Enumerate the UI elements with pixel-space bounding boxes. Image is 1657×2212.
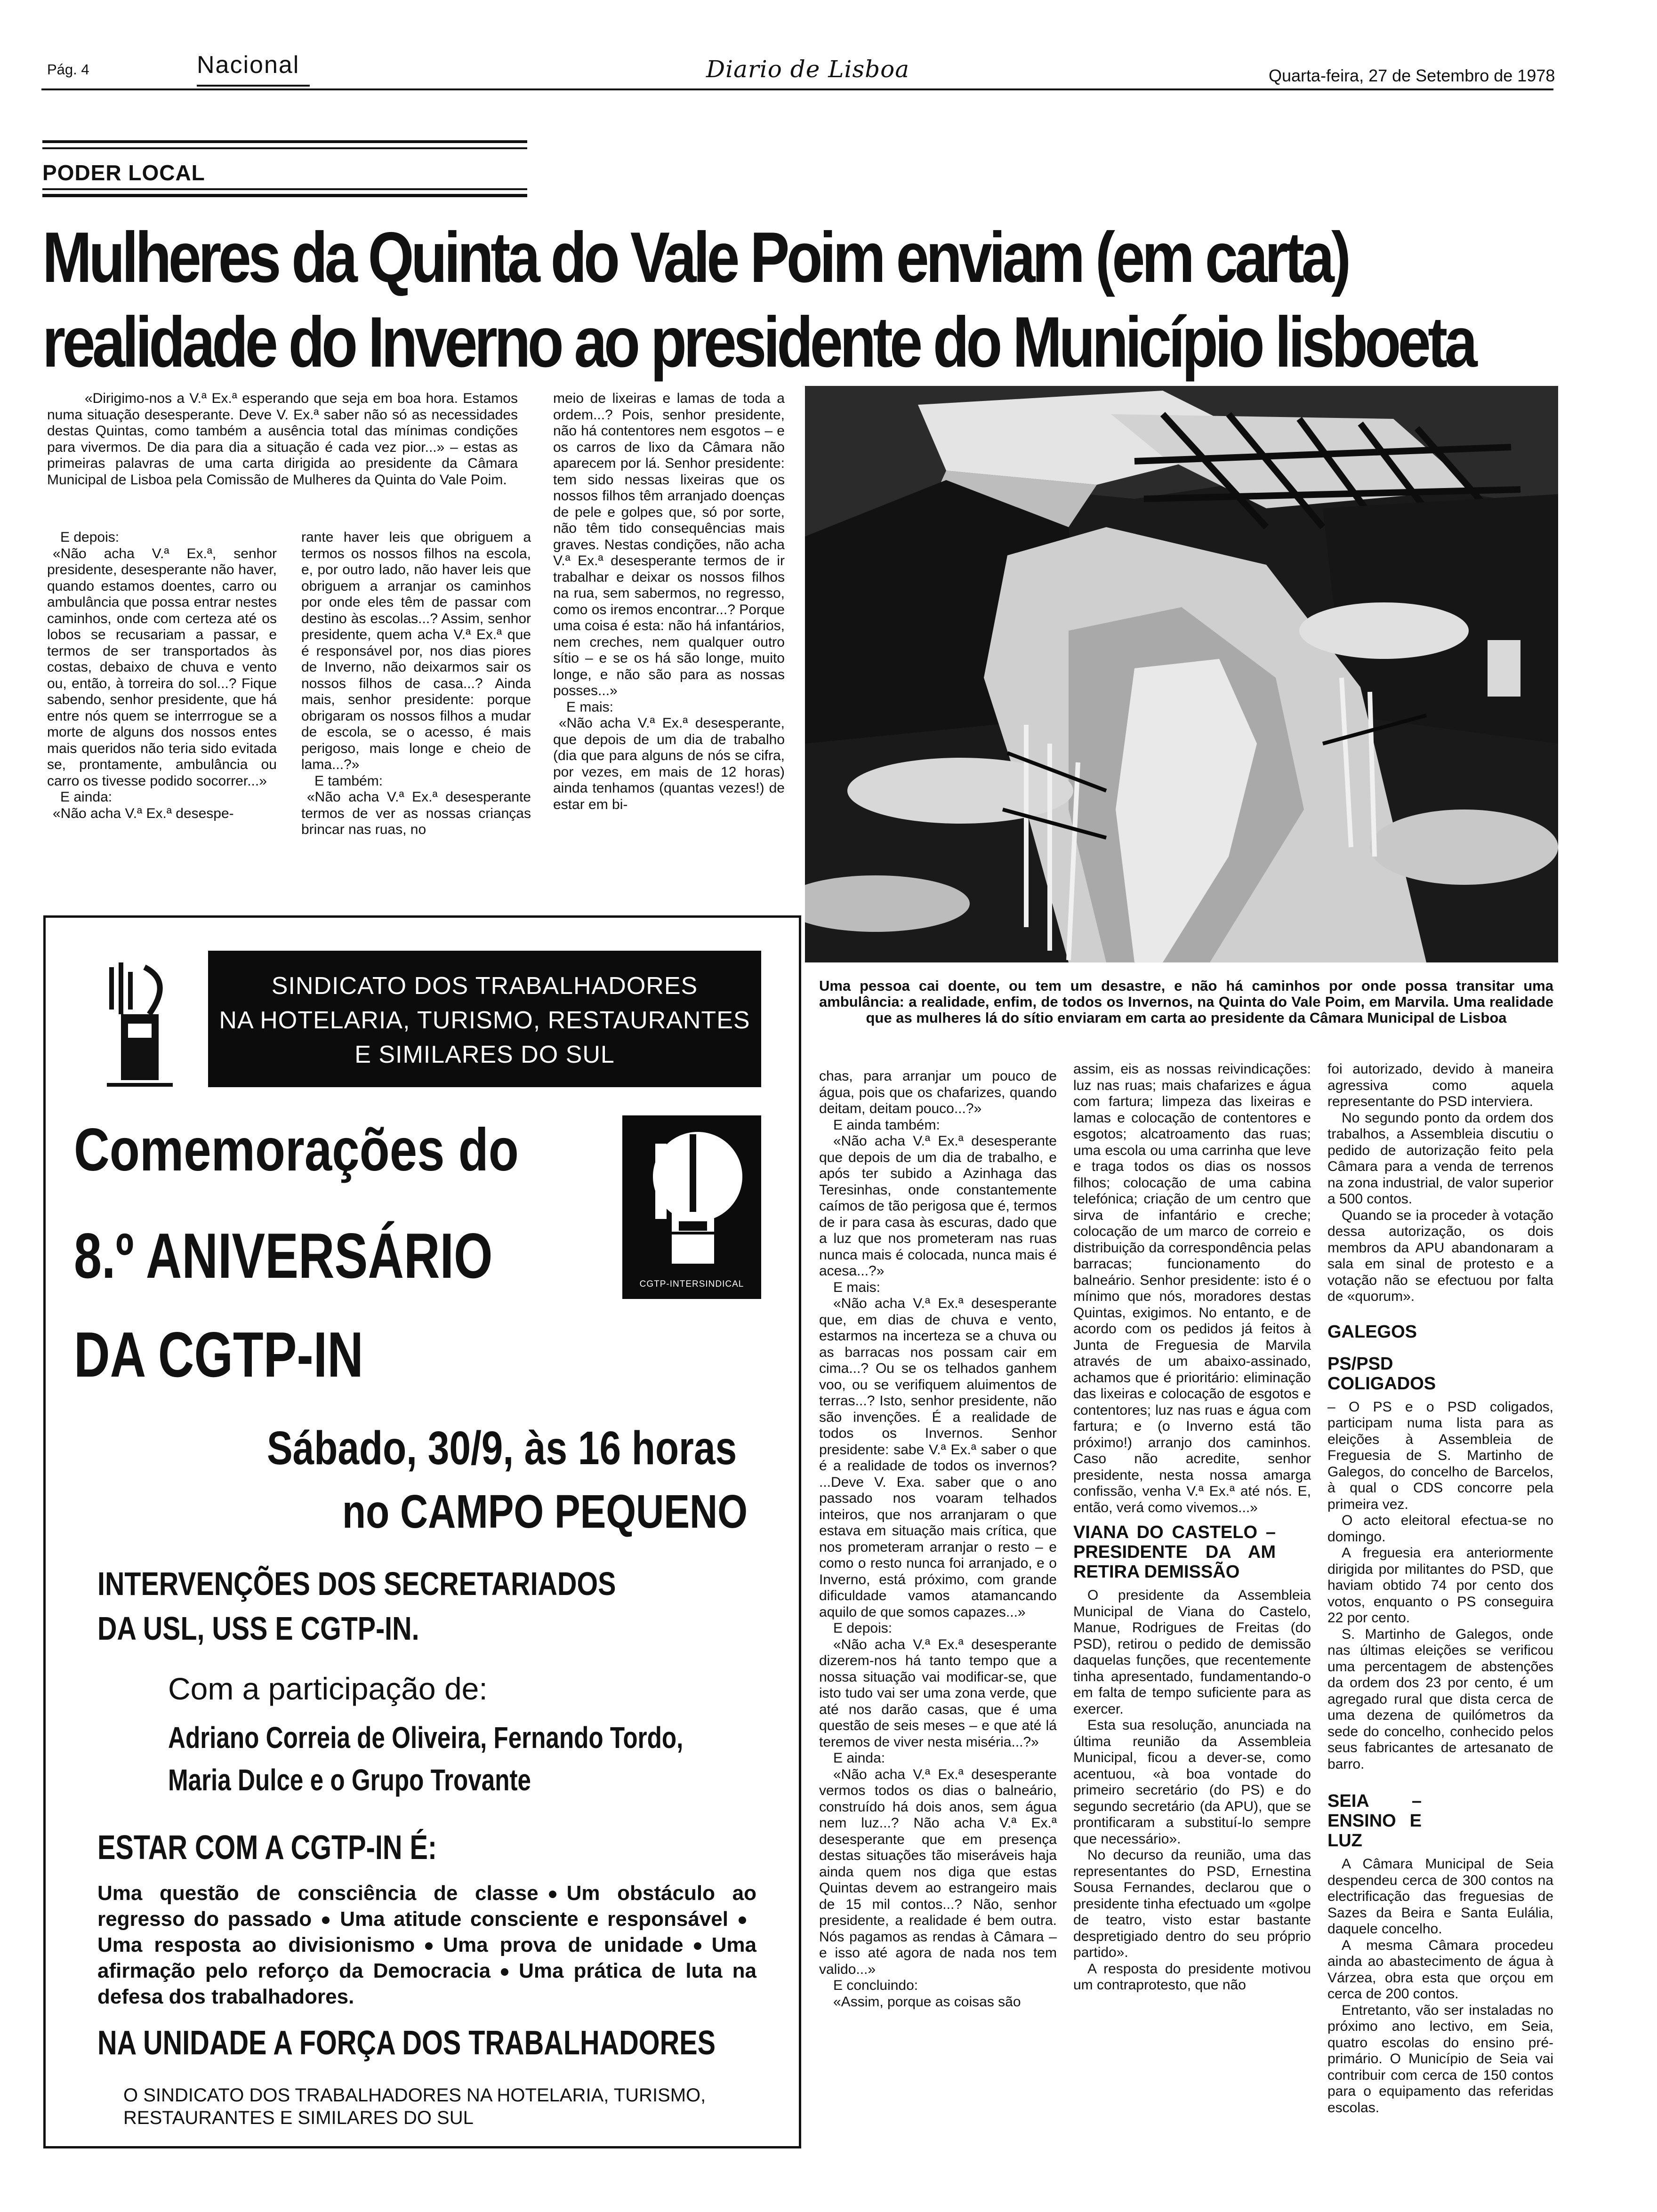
hotel-union-emblem: [93, 953, 187, 1094]
article-paragraph: A resposta do presidente motivou um contraprotesto, que não: [1073, 1961, 1311, 1993]
ad-title-1: Comemorações do: [74, 1116, 519, 1184]
ad-interventions-1: INTERVENÇÕES DOS SECRETARIADOS: [97, 1565, 616, 1602]
article-column-2: [301, 529, 531, 838]
article-paragraph: O acto eleitoral efectua-se no domingo.: [1327, 1513, 1553, 1545]
photo-caption: Uma pessoa cai doente, ou tem um desastre, e não há caminhos por onde possa transitar uma ambulância: a realidade, enfim, de todos os Invernos, na Quinta do Vale Poim, em Marvila. Uma realidade que as mulheres lá do sítio enviaram em carta ao presidente da Câmara Municipal de Lisboa: [819, 978, 1553, 1026]
col1-tail-lead: E ainda:: [60, 789, 113, 805]
article-paragraph: No segundo ponto da ordem dos trabalhos, a Assembleia discutiu o pedido de autorização feito pela Câmara para a venda de terrenos na zona industrial, de valor superior a 500 contos.: [1327, 1110, 1553, 1207]
shanty-town-photo: [805, 386, 1558, 962]
article-paragraph: E concluindo:: [833, 1978, 918, 1993]
union-banner-line-2: NA HOTELARIA, TURISMO, RESTAURANTES: [219, 1007, 750, 1034]
galegos-subhead: GALEGOS: [1327, 1322, 1417, 1342]
bullet-4: Uma resposta ao divisionismo: [97, 1933, 415, 1956]
ad-date-time: Sábado, 30/9, às 16 horas: [267, 1422, 737, 1475]
article-paragraph: – O PS e o PSD coligados, participam numa lista para as eleições à Assembleia de Freguesia de S. Martinho de Galegos, do concelho de Barcelos, à qual o CDS concorre pela primeira vez.: [1327, 1399, 1553, 1512]
kicker-rule-top2: [42, 147, 527, 149]
issue-date: Quarta-feira, 27 de Setembro de 1978: [1269, 66, 1555, 85]
bullet-1: Uma questão de consciência de classe: [97, 1882, 539, 1905]
union-banner: [208, 951, 761, 1087]
bullet-5: Uma prova de unidade: [443, 1933, 684, 1956]
article-paragraph: «Assim, porque as coisas são: [833, 1994, 1021, 2010]
cgtp-logo-text: CGTP-INTERSINDICAL: [639, 1279, 744, 1289]
col2-paragraph: rante haver leis que obriguem a termos os nossos filhos na escola, e, por outro lado, não haver leis que obriguem a arranjar os caminhos por onde eles têm de passar com destino às escolas...? Assim, senhor presidente, quem acha V.ª Ex.ª que é responsável por, nos dias piores de Inverno, não deixarmos sair os nossos filhos de casa...? Ainda mais, senhor presidente: porque obrigaram os nossos filhos a mudar de escola, se o acesso, é mais perigoso, mais longe e cheio de lama...?»: [301, 529, 531, 772]
article-paragraph: O presidente da Assembleia Municipal de Viana do Castelo, Manue, Rodrigues de Freitas (do PSD), retirou o pedido de demissão daquelas funções, que recentemente tinha apresentado, fundamentando-o em falta de tempo suficiente para as exercer.: [1073, 1587, 1311, 1717]
col3-tail: «Não acha V.ª Ex.ª desesperante, que depois de um dia de trabalho (dia que para alguns de nós se cifra, por vezes, em mais de 12 horas) ainda tenhamos (quantas vezes!) de estar em bi-: [553, 715, 785, 812]
col1-lead: E depois:: [60, 529, 120, 545]
article-paragraph: E ainda também:: [833, 1117, 940, 1133]
ad-estar-heading: ESTAR COM A CGTP-IN É:: [97, 1829, 437, 1867]
ad-footer-1: O SINDICATO DOS TRABALHADORES NA HOTELARIA, TURISMO,: [123, 2085, 706, 2106]
ad-interventions-2: DA USL, USS E CGTP-IN.: [97, 1610, 419, 1647]
bullet-dot: [694, 1942, 701, 1950]
col1-paragraph: «Não acha V.ª Ex.ª, senhor presidente, desesperante não haver, quando estamos doentes, carro ou ambulância que possa entrar nestes caminhos, onde com certeza até os lobos se recusariam a passar, e termos de ser transportados às costas, debaixo de chuva e vento ou, então, à torreira do sol...? Fique sabendo, senhor presidente, que há entre nós quem se interrrogue se a morte de alguns dos nossos entes mais queridos não teria sido evitada se, prontamente, ambulância ou carro os tivesse podido socorrer...»: [47, 545, 277, 789]
article-column-5: [1073, 1061, 1311, 1994]
ad-unity-slogan: NA UNIDADE A FORÇA DOS TRABALHADORES: [97, 2024, 716, 2062]
union-banner-line-3: E SIMILARES DO SUL: [354, 1041, 615, 1068]
ad-venue: no CAMPO PEQUENO: [342, 1485, 748, 1538]
ad-artists-2: Maria Dulce e o Grupo Trovante: [168, 1763, 531, 1797]
bullet-dot: [501, 1968, 508, 1976]
article-intro: [47, 391, 518, 488]
ad-title-2: 8.º ANIVERSÁRIO: [74, 1220, 493, 1291]
article-paragraph: E ainda:: [833, 1750, 885, 1766]
kicker-rule-bottom2: [42, 194, 527, 197]
col3-lead: E mais:: [566, 699, 614, 715]
section-underline: [197, 85, 310, 87]
bullet-dot: [425, 1942, 433, 1950]
bullet-dot: [549, 1891, 556, 1898]
article-paragraph: E depois:: [833, 1620, 893, 1636]
article-paragraph: chas, para arranjar um pouco de água, pois que os chafarizes, quando deitam, deitam pouco...?»: [819, 1068, 1057, 1116]
article-paragraph: Quando se ia proceder à votação dessa autorização, os dois membros da APU abandonaram a sala em sinal de protesto e a votação não se efectuou por falta de «quorum».: [1327, 1207, 1553, 1304]
article-paragraph: A freguesia era anteriormente dirigida por militantes do PSD, que haviam obtido 74 por cento dos votos, enquanto o PS conseguira 22 por cento.: [1327, 1545, 1553, 1626]
article-paragraph: No decurso da reunião, uma das representantes do PSD, Ernestina Sousa Fernandes, declarou que o presidente tinha efectuado um «golpe de teatro, visto estar bastante despretigiado dentro do seu próprio partido».: [1073, 1847, 1311, 1960]
ad-title-3: DA CGTP-IN: [74, 1319, 363, 1390]
bullet-3: Uma atitude consciente e responsável: [340, 1907, 728, 1931]
article-paragraph: A Câmara Municipal de Seia despendeu cerca de 300 contos na electrificação das freguesias de Sazes da Beira e Santa Eulália, daquele concelho.: [1327, 1856, 1553, 1937]
bullet-6: Uma afirmação pelo reforço da Democracia: [97, 1933, 757, 1982]
page-number: Pág. 4: [47, 61, 89, 78]
col3-paragraph: meio de lixeiras e lamas de toda a ordem...? Pois, senhor presidente, não há contentores nem esgotos – e os carros de lixo da Câmara não aparecem por lá. Senhor presidente: tem sido nessas lixeiras que os nossos filhos têm arranjado doenças de pele e golpes que, só por sorte, não têm tido consequências mais graves. Nestas condições, não acha V.ª Ex.ª desesperante termos de ir trabalhar e deixar os nossos filhos na rua, sem sabermos, no regresso, como os iremos encontrar...? Porque uma coisa é esta: não há infantários, nem creches, nem qualquer outro sítio – e se os há são longe, muito longe, e não são para as nossas posses...»: [553, 391, 785, 698]
news-photo: [805, 386, 1558, 962]
article-paragraph: A mesma Câmara procedeu ainda ao abastecimento de água à Várzea, obra esta que orçou em cerca de 200 contos.: [1327, 1937, 1553, 2002]
article-column-6: [1327, 1061, 1553, 2116]
intro-paragraph: «Dirigimo-nos a V.ª Ex.ª esperando que seja em boa hora. Estamos numa situação desesperante. Deve V. Ex.ª saber não só as necessidades destas Quintas, como também a ausência total das mínimas condições para vivermos. De dia para dia a situação é cada vez pior...» – estas as primeiras palavras de uma carta dirigida ao presidente da Câmara Municipal de Lisboa pela Comissão de Mulheres da Quinta do Vale Poim.: [47, 391, 518, 488]
article-paragraph: «Não acha V.ª Ex.ª desesperante dizerem-nos há tanto tempo que a nossa situação vai modificar-se, que isto tudo vai ser uma zona verde, que até nos darão casas, que é uma questão de seis meses – e que até lá teremos de viver nesta miséria...?»: [819, 1636, 1057, 1750]
article-paragraph: Entretanto, vão ser instaladas no próximo ano lectivo, em Seia, quatro escolas do ensino pré-primário. O Município de Seia vai contribuir com cerca de 150 contos para o equipamento das referidas escolas.: [1327, 2002, 1553, 2116]
bullet-2: Um obstáculo ao regresso do passado: [97, 1882, 756, 1931]
bullet-7: Uma prática de luta na defesa dos trabalhadores.: [97, 1959, 756, 2008]
bullet-dot: [739, 1916, 746, 1924]
article-column-4: [819, 1068, 1057, 2010]
headline-line-2: realidade do Inverno ao presidente do Município lisboeta: [42, 302, 1475, 382]
section-name: Nacional: [197, 51, 300, 79]
ad-participation: Com a participação de:: [168, 1671, 488, 1706]
article-paragraph: «Não acha V.ª Ex.ª desesperante que, em dias de chuva e vento, estarmos na incerteza se a chuva ou as barracas nos possam cair em cima...? Ou se os telhados ganhem voo, ou se verifiquem aluimentos de terras...? Isto, senhor presidente, não são invenções. É a realidade de todos os Invernos. Senhor presidente: sabe V.ª Ex.ª saber o que é a realidade de todos os invernos? ...Deve V. Exa. saber que o ano passado nos voaram telhados inteiros, que nos arranjaram o que estava em situação mais crítica, que nos prometeram arranjar o resto – e como o resto nunca foi arranjado, e o Inverno, está próximo, com grande dificuldade vamos atamancando aquilo de que somos capazes...»: [819, 1296, 1057, 1620]
article-paragraph: foi autorizado, devido à maneira agressiva como aquela representante do PSD interviera.: [1327, 1061, 1553, 1109]
headline-line-1: Mulheres da Quinta do Vale Poim enviam (em carta): [42, 217, 1348, 297]
cgtp-logo: [622, 1115, 761, 1299]
header-rule: [41, 88, 1553, 90]
article-paragraph: S. Martinho de Galegos, onde nas últimas eleições se verificou uma percentagem de abstenções da ordem dos 23 por cento, é um agregado rural que dista cerca de uma dezena de quilómetros da sede do concelho, conhecido pelos seus fabricantes de artesanato de barro.: [1327, 1626, 1553, 1772]
article-column-1: [47, 529, 277, 822]
ad-bullets: [97, 1880, 756, 2010]
galegos-subhead-2: PS/PSD COLIGADOS: [1327, 1354, 1436, 1394]
viana-subhead: VIANA DO CASTELO – PRESIDENTE DA AM RETIRA DEMISSÃO: [1073, 1523, 1276, 1582]
seia-subhead: SEIA – ENSINO E LUZ: [1327, 1791, 1422, 1851]
masthead: Diario de Lisboa: [706, 56, 910, 83]
article-paragraph: assim, eis as nossas reivindicações: luz nas ruas; mais chafarizes e água com fartura; limpeza das lixeiras e lamas e colocação de contentores e esgotos; alcatroamento das ruas; uma escola ou uma carrinha que leve e traga todos os dias os nossos filhos; colocação de uma cabina telefónica; criação de um centro que sirva de infantário e creche; colocação de um marco de correio e distribuição da correspondência pelas barracas; funcionamento do balneário. Senhor presidente: isto é o mínimo que nós, moradores destas Quintas, exigimos. No entanto, e de acordo com os pedidos já feitos à Junta de Freguesia de Marvila através de um abaixo-assinado, achamos que é prioritário: eliminação das lixeiras e colocação de esgotos e contentores; luz nas ruas e água com fartura; e (o Inverno está tão próximo!) arranjo dos caminhos. Caso não acredite, senhor presidente, nesta nossa amarga confissão, venha V.ª Ex.ª até nós. E, então, verá como vivemos...»: [1073, 1061, 1311, 1515]
col2-tail: «Não acha V.ª Ex.ª desesperante termos de ver as nossas crianças brincar nas ruas, no: [301, 789, 531, 837]
col1-tail: «Não acha V.ª Ex.ª desespe-: [53, 805, 234, 821]
ad-artists-1: Adriano Correia de Oliveira, Fernando Tordo,: [168, 1721, 684, 1755]
cgtp-advertisement: [43, 915, 801, 2148]
col2-lead: E também:: [314, 773, 383, 789]
cgtp-logo-graphic: [622, 1115, 761, 1275]
ad-footer-2: RESTAURANTES E SIMILARES DO SUL: [123, 2108, 474, 2128]
kicker: PODER LOCAL: [42, 160, 205, 185]
article-paragraph: «Não acha V.ª Ex.ª desesperante que depois de um dia de trabalho, e após ter subido a Azinhaga das Teresinhas, onde constantemente caímos de tão perigosa que é, termos de ir para casa às escuras, dado que a luz que nos prometeram nas ruas nunca mais é colocada, nunca mais é acesa...?»: [819, 1133, 1057, 1279]
article-paragraph: E mais:: [833, 1279, 881, 1295]
bullet-dot: [322, 1916, 330, 1924]
article-paragraph: «Não acha V.ª Ex.ª desesperante vermos todos os dias o balneário, construído há dois anos, sem água nem luz...? Não acha V.ª Ex.ª desesperante que em presença destas situações tão miseráveis haja ainda quem nos diga que estas Quintas devem ao estrangeiro mais de 15 mil contos...? Não, senhor presidente, a realidade é bem outra. Nós pagamos as rendas à Câmara – e isso até agora de nada nos tem valido...»: [819, 1766, 1057, 1977]
union-banner-line-1: SINDICATO DOS TRABALHADORES: [271, 972, 698, 1000]
kicker-rule-bottom: [42, 188, 527, 190]
kicker-rule-top: [42, 140, 527, 143]
article-column-3: [553, 391, 785, 813]
article-paragraph: Esta sua resolução, anunciada na última reunião da Assembleia Municipal, ficou a dever-se, como acentuou, «à boa vontade do primeiro secretário (do PS) e do segundo secretário (da APU), que se prontificaram a substituí-lo sempre que necessário».: [1073, 1717, 1311, 1847]
